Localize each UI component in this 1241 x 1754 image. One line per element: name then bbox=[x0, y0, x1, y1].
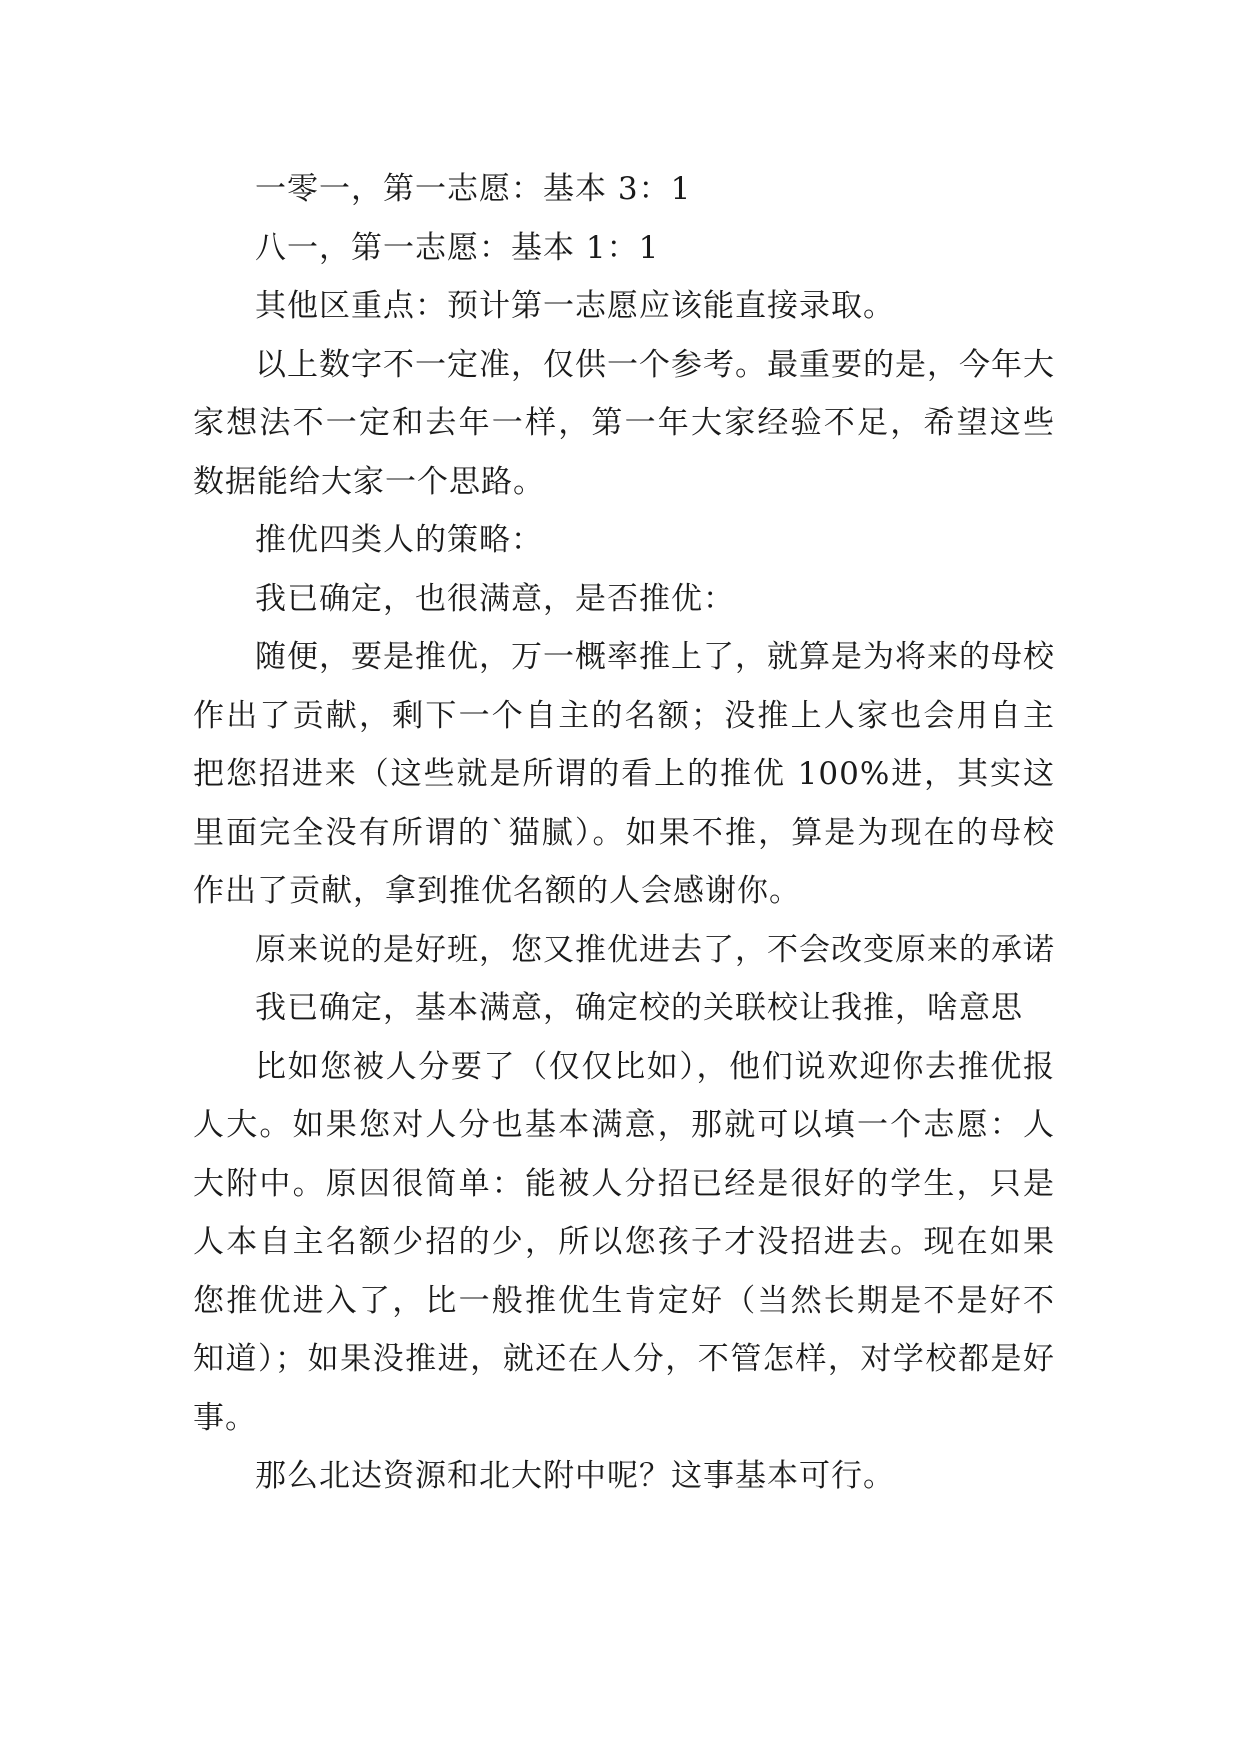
paragraph: 以上数字不一定准，仅供一个参考。最重要的是，今年大家想法不一定和去年一样，第一年大家经验不足，希望这些数据能给大家一个思路。 bbox=[193, 346, 1055, 500]
paragraph: 其他区重点：预计第一志愿应该能直接录取。 bbox=[255, 288, 895, 324]
paragraph: 那么北达资源和北大附中呢？这事基本可行。 bbox=[255, 1458, 895, 1494]
paragraph: 随便，要是推优，万一概率推上了，就算是为将来的母校作出了贡献，剩下一个自主的名额；没推上人家也会用自主把您招进来（这些就是所谓的看上的推优 100%进，其实这里面完全没有所谓的`猫腻）。如果不推，算是为现在的母校作出了贡献，拿到推优名额的人会感谢你。 bbox=[193, 639, 1055, 909]
document-body bbox=[193, 160, 1055, 1506]
paragraph: 比如您被人分要了（仅仅比如），他们说欢迎你去推优报人大。如果您对人分也基本满意，那就可以填一个志愿：人大附中。原因很简单：能被人分招已经是很好的学生，只是人本自主名额少招的少，所以您孩子才没招进去。现在如果您推优进入了，比一般推优生肯定好（当然长期是不是好不知道）；如果没推进，就还在人分，不管怎样，对学校都是好事。 bbox=[193, 1048, 1055, 1436]
paragraph: 八一，第一志愿：基本 1：1 bbox=[255, 229, 660, 266]
paragraph: 我已确定，也很满意，是否推优： bbox=[255, 580, 735, 617]
paragraph: 我已确定，基本满意，确定校的关联校让我推，啥意思 bbox=[255, 990, 1023, 1026]
paragraph: 一零一，第一志愿：基本 3：1 bbox=[255, 171, 692, 207]
paragraph: 推优四类人的策略： bbox=[255, 522, 543, 558]
paragraph: 原来说的是好班，您又推优进去了，不会改变原来的承诺 bbox=[255, 931, 1055, 968]
